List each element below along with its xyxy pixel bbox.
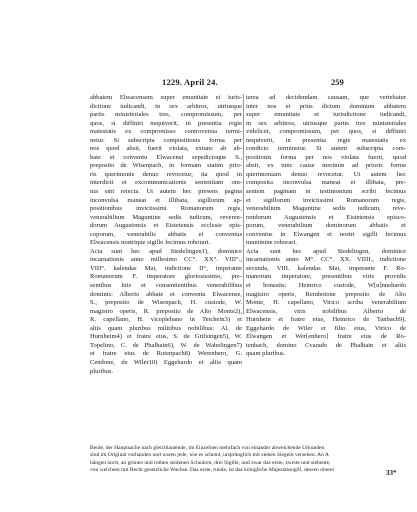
footnote-line: von welchem mit Recht gesetzliche Wachse. Das erste, runde, ist das königliche Majestätssigill, dessen oberer <box>90 466 335 473</box>
text-line: S., preposito de Wisenpach, H. custode, W. <box>90 299 242 307</box>
text-line: bate et conventu Elwacensi sepedictoque S., <box>90 153 242 161</box>
text-line: sentem paginam in testimonium scribi fecimus <box>246 188 406 196</box>
text-line: magistro operis, R. preposito de Alto Monte2), <box>90 307 242 315</box>
text-line: magistro operis, Reinbotone preposito de Alto <box>246 290 406 298</box>
text-line: nequiverit, in presentia regie maiestatis ex <box>246 136 406 144</box>
text-line: tenbach, domino Cvarado de Phalhain et aliis <box>246 341 406 349</box>
text-line: Romanorum F. imperatore gloriosissimo, pre- <box>90 273 242 281</box>
text-line: terea ad decidendam causam, que vertebatur <box>246 94 406 101</box>
text-line: positionis forma per nos violata fuerit, quod <box>246 153 406 161</box>
right-text-column <box>246 94 406 359</box>
text-line: pluribus. <box>90 367 114 375</box>
text-line: Hurnheim4) et fratre eius, S. de Grifsingen5), W. <box>90 333 242 341</box>
text-line: inter nos et prius dictum dominum abbatem <box>246 102 406 110</box>
text-line: maiestatis ex compromisso controversia termi- <box>90 128 242 136</box>
text-line: venerabilium Maguntine sedis iudicum, reve- <box>246 205 406 213</box>
text-line: quam pluribus. <box>246 350 286 358</box>
text-line: interdicti et excommunicationis sententiam om- <box>90 179 242 187</box>
text-line: videlicet, compromissum, per quos, si diffiniri <box>246 128 406 136</box>
text-line: condicto terminetur. Si autem subscripta com- <box>246 145 406 153</box>
footnote-line: sind im Original vorhanden und waren jede, wie es scheint, ursprünglich mit sieben Siegeln versehen. An A <box>90 452 329 459</box>
text-line: sentibus hiis et consentientibus venerabilibus <box>90 282 242 290</box>
text-line: secunda, VIII. kalendas Mai, imperante F. Ro- <box>246 264 406 272</box>
text-line: muniminе roborari. <box>246 239 297 247</box>
text-line: querimoniam denuo revocetur. Ut autem hec <box>246 170 406 178</box>
footnote-block <box>90 445 406 474</box>
page-header <box>0 77 417 89</box>
text-line: partis ministeriales tres, compromissum, per <box>90 111 242 119</box>
text-line: preposito de Wisenpach, in formam statim prio- <box>90 162 242 170</box>
text-line: abbatem Elwacensem super emunitate et iuris- <box>90 94 242 101</box>
text-line: coporum, venerabilis abbatis et conventus <box>90 230 242 238</box>
text-line: et fratre eius de Rotenpach8) Werenhero, G. <box>90 350 242 358</box>
text-line: nos quod absit, fuerit violata, extunc ab ab- <box>90 145 242 153</box>
text-line: dorum Augustensis et Eistetensis ecclesie epis- <box>90 222 242 230</box>
text-line: manorum imperatore, presentibus viris providis <box>246 273 406 281</box>
text-line: Elwacensis, viris nobilibus Alberto de <box>246 307 406 315</box>
text-line: Acta sunt hec apud Stedelingen1), dominice <box>90 247 242 255</box>
text-line: aliis quam pluribus militibus nobilibus: Al. de <box>90 324 242 332</box>
text-line: Elwacensis nostrique sigillo fecimus roborari. <box>90 239 211 247</box>
signature-mark: 33* <box>386 469 397 477</box>
text-line: porum, venerabilium dominorum abbatis et <box>246 222 406 230</box>
text-line: incarnationis anno M°. CC°. XX. VIIII., indictione <box>246 256 406 264</box>
text-line: Monte, H. capellano, Virico scriba venerabilium <box>246 299 406 307</box>
text-line: positionibus invictissimi Romanorum regis, <box>90 205 242 213</box>
text-line: ris querimonie denuo revocetur, ita quod in <box>90 170 242 178</box>
text-line: dictione iudicandi, in sex arbitros, utriusque <box>90 102 242 110</box>
text-line: nia sint reiecta. Ut autem hec presens pagina <box>90 188 242 196</box>
running-head-title: 1229. April 24. <box>162 77 218 87</box>
text-line: in sex arbitros, utriusque partis tres ministeriales <box>246 119 406 127</box>
footnote-line: hängen noch, an grünen und rothen seidenen Schnüren, drei Sigille, und zwar das erste, zweite und siebente, <box>90 459 331 466</box>
text-line: dominis: Alberto abbate et conventu Elwacense, <box>90 290 242 298</box>
text-line: R. capellano, H. viceplebano in Teichein3) et <box>90 316 242 324</box>
text-line: composita inconvulsa maneat et illibata, pre- <box>246 179 406 187</box>
text-line: Hurnhein et fratre eius, Heinrico de Tanbach9), <box>246 316 406 324</box>
text-line: Topelino, C. de Phalhain6), W. de Wabelingen7) <box>90 341 242 349</box>
text-line: Elwangen et Wer[enhero] fratre eius de Ro- <box>246 333 406 341</box>
text-line: super emunitate et iurisdictione iudicandi, <box>246 111 406 119</box>
text-line: Eggehardo de Wiler et filio eius, Virico de <box>246 324 406 332</box>
text-line: rendorum Augustensis et Eistetensis episco- <box>246 213 406 221</box>
text-line: quos, si diffiniri nequiverit, in presentia regie <box>90 119 242 127</box>
text-line: et sigillorum invictissimi Romanorum regis, <box>246 196 406 204</box>
left-text-column <box>90 94 242 376</box>
text-line: venerabilium Maguntine sedis iudicum, reveren- <box>90 213 242 221</box>
text-line: inconvulsa maneat et illibata, sigillorum ap- <box>90 196 242 204</box>
text-line: Cendone, de Wiler10) Eggehardo et aliis quam <box>90 358 242 366</box>
text-line: incarnationis anno millesimo CC°. XX°. VIII°., <box>90 256 242 264</box>
text-line: et honestis: Heinrico custode, W[u]nnehardo <box>246 282 406 290</box>
footnote-line: Beide, der Hauptsache nach gleichlautende, im Einzelnen mehrfach von einander abweichende Urkunden <box>90 445 325 451</box>
text-line: netur. Si subscripta compositionis forma per <box>90 136 242 144</box>
text-line: absit, ex tunc cause meritum ad prioris forme <box>246 162 406 170</box>
text-line: Acta sunt hec apud Stedelingen, dominice <box>246 247 406 255</box>
text-line: VIII°. kalendas Mai, indictione II°, imperante <box>90 264 242 272</box>
page-number: 259 <box>331 77 344 87</box>
text-line: conventus in Elwangen et nostri sigilli fecimus <box>246 230 406 238</box>
column-divider <box>243 94 244 314</box>
